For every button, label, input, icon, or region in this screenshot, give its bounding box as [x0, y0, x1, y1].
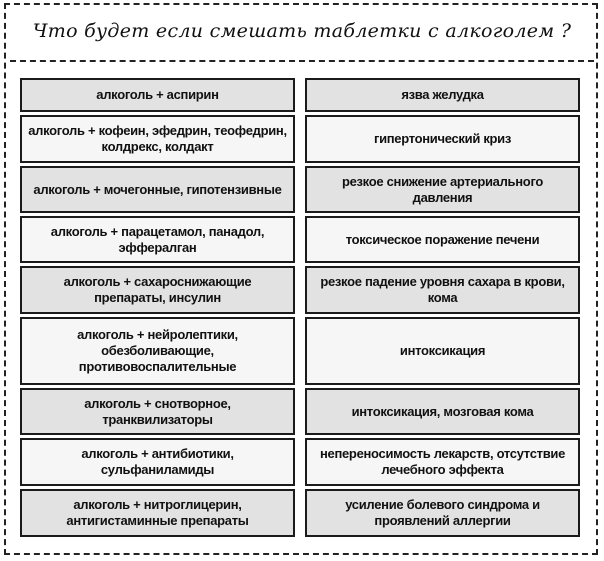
combination-cell: алкоголь + сахароснижающие препараты, инсулин	[20, 266, 295, 314]
effect-cell: усиление болевого синдрома и проявлений аллергии	[305, 489, 580, 537]
table-row	[20, 438, 580, 486]
table-row	[20, 78, 580, 112]
table-row	[20, 166, 580, 213]
effect-cell: язва желудка	[305, 78, 580, 112]
table-row	[20, 266, 580, 314]
effect-cell: резкое падение уровня сахара в крови, кома	[305, 266, 580, 314]
table-row	[20, 317, 580, 385]
combination-cell: алкоголь + снотворное, транквилизаторы	[20, 388, 295, 435]
combination-cell: алкоголь + аспирин	[20, 78, 295, 112]
effect-cell: гипертонический криз	[305, 115, 580, 163]
combination-cell: алкоголь + кофеин, эфедрин, теофедрин, колдрекс, колдакт	[20, 115, 295, 163]
effect-cell: интоксикация	[305, 317, 580, 385]
combination-cell: алкоголь + нейролептики, обезболивающие, противовоспалительные	[20, 317, 295, 385]
effect-cell: непереносимость лекарств, отсутствие лечебного эффекта	[305, 438, 580, 486]
page-title: Что будет если смешать таблетки с алкоголем ?	[32, 20, 572, 42]
table-row	[20, 216, 580, 263]
combination-cell: алкоголь + антибиотики, сульфаниламиды	[20, 438, 295, 486]
title-divider	[10, 60, 594, 62]
effect-cell: токсическое поражение печени	[305, 216, 580, 263]
effect-cell: резкое снижение артериального давления	[305, 166, 580, 213]
combination-cell: алкоголь + мочегонные, гипотензивные	[20, 166, 295, 213]
table-row	[20, 115, 580, 163]
table-row	[20, 388, 580, 435]
interaction-table	[20, 78, 580, 540]
table-row	[20, 489, 580, 537]
effect-cell: интоксикация, мозговая кома	[305, 388, 580, 435]
combination-cell: алкоголь + нитроглицерин, антигистаминные препараты	[20, 489, 295, 537]
combination-cell: алкоголь + парацетамол, панадол, эффералган	[20, 216, 295, 263]
